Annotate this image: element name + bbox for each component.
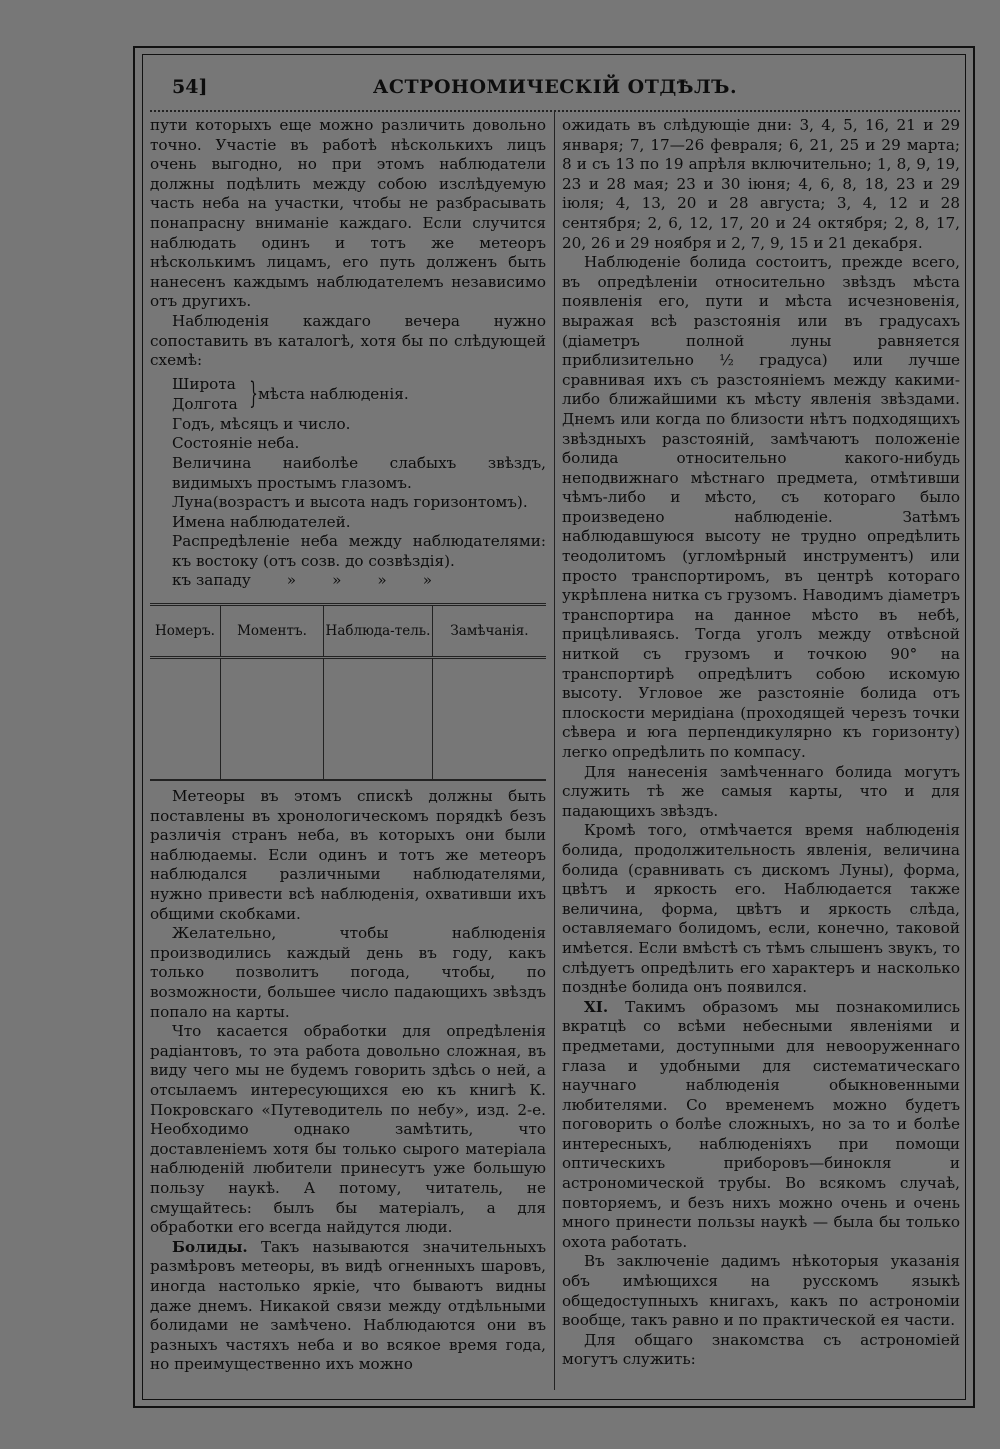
scheme-place: мѣста наблюденія.	[258, 384, 409, 403]
scheme-west	[172, 571, 432, 591]
header-rule	[150, 104, 960, 112]
ditto-mark: »	[286, 571, 297, 590]
scheme-sky: Состояніе неба.	[172, 434, 300, 453]
scheme-distribution: Распредѣленіе неба между наблюдателями: къ востоку (отъ созв. до созвѣздія).	[172, 532, 546, 570]
running-title: АСТРОНОМИЧЕСКІЙ ОТДѢЛЪ.	[372, 76, 738, 98]
table-cell	[324, 658, 433, 781]
table-cell	[221, 658, 324, 781]
paragraph: Для нанесенія замѣченнаго болида могутъ служить тѣ же самыя карты, что и для падающихъ звѣздъ.	[562, 762, 960, 820]
paragraph: Метеоры въ этомъ спискѣ должны быть поставлены въ хронологическомъ порядкѣ безъ различія странъ неба, въ которыхъ они были наблюдаемы. Если одинъ и тотъ же метеоръ наблюдался различными наблюдателями, нужно привести всѣ наблюденія, охвативши ихъ общими скобками.	[150, 787, 546, 923]
paragraph: Кромѣ того, отмѣчается время наблюденія болида, продолжительность явленія, величина болида (сравнивать съ дискомъ Луны), форма, цвѣтъ и яркость его. Наблюдается также величина, форма, цвѣтъ и яркость слѣда, оставляемаго болидомъ, если, конечно, таковой имѣется. Если вмѣстѣ съ тѣмъ слышенъ звукъ, то слѣдуетъ опредѣлить его характеръ и насколько позднѣе болида онъ появился.	[562, 821, 960, 997]
table-cell	[150, 658, 221, 781]
scheme-magnitude: Величина наиболѣе слабыхъ звѣздъ, видимыхъ простымъ глазомъ.	[172, 453, 546, 492]
ditto-mark: »	[377, 571, 387, 590]
left-column	[150, 116, 546, 1375]
paragraph: пути которыхъ еще можно различить довольно точно. Участіе въ работѣ нѣсколькихъ лицъ очень выгодно, но при этомъ наблюдатели должны подѣлить между собою изслѣдуемую часть неба на участки, чтобы не разбрасывать понапрасну вниманіе каждаго. Если случится наблюдать одинъ и тотъ же метеоръ нѣсколькимъ лицамъ, его путь долженъ быть нанесенъ каждымъ наблюдателемъ независимо отъ другихъ.	[150, 116, 546, 311]
ditto-mark: »	[332, 571, 342, 590]
catalog-scheme	[172, 375, 546, 591]
table-header-cell: Номеръ.	[150, 605, 221, 658]
ditto-mark: »	[422, 571, 432, 590]
table-header-cell: Замѣчанія.	[433, 605, 547, 658]
paragraph: Наблюденія каждаго вечера нужно сопоставить въ каталогѣ, хотя бы по слѣдующей схемѣ:	[150, 311, 546, 370]
paragraph-bolides	[150, 1238, 546, 1375]
page-header	[150, 70, 960, 100]
paragraph: Въ заключеніе дадимъ нѣкоторыя указанія объ имѣющихся на русскомъ языкѣ общедоступныхъ книгахъ, какъ по астрономіи вообще, такъ равно и по практической ея части.	[562, 1252, 960, 1330]
paragraph: Что касается обработки для опредѣленія радіантовъ, то эта работа довольно сложная, въ виду чего мы не будемъ говорить здѣсь о ней, а отсылаемъ интересующихся ею къ книгѣ К. Покровскаго «Путеводитель по небу», изд. 2-е. Необходимо однако замѣтить, что доставленіемъ хотя бы только сырого матеріала наблюденій любители принесутъ уже большую пользу наукѣ. А потому, читатель, не смущайтесь: былъ бы матеріалъ, а для обработки его всегда найдутся люди.	[150, 1022, 546, 1237]
scheme-latitude: Широта	[172, 374, 236, 393]
paragraph-text: Такимъ образомъ мы познакомились вкратцѣ со всѣми небесными явленіями и предметами, доступными для невооруженнаго глаза и удобными для систематическаго научнаго наблюденія обыкновенными любителями. Со временемъ можно будетъ поговорить о болѣе сложныхъ, но за то и болѣе интересныхъ, наблюденіяхъ при помощи оптическихъ приборовъ—бинокля и астрономической трубы. Во всякомъ случаѣ, повторяемъ, и безъ нихъ можно очень и очень много принести пользы наукѣ — была бы только охота работать.	[562, 997, 960, 1251]
table-header-row	[150, 605, 546, 658]
scheme-west-label: къ западу	[172, 571, 251, 590]
paragraph: Наблюденіе болида состоитъ, прежде всего, въ опредѣленіи относительно звѣздъ мѣста появленія его, пути и мѣста исчезновенія, выражая всѣ разстоянія или въ градусахъ (діаметръ полной луны равняется приблизительно ½ градуса) или лучше сравнивая ихъ съ разстояніемъ между какими-либо ближайшими къ мѣсту явленія звѣздами. Днемъ или когда по близости нѣтъ подходящихъ звѣздныхъ разстояній, замѣчаютъ положеніе болида относительно какого-нибудь неподвижнаго мѣстнаго предмета, отмѣтивши чѣмъ-либо и мѣсто, съ котораго было произведено наблюденіе. Затѣмъ наблюдавшуюся высоту не трудно опредѣлить теодолитомъ (угломѣрный инструментъ) или просто транспортиромъ, въ центрѣ котораго укрѣплена нитка съ грузомъ. Наводимъ діаметръ транспортира на данное мѣсто въ небѣ, прицѣливаясь. Тогда уголъ между отвѣсной ниткой съ грузомъ и точкою 90° на транспортирѣ опредѣлитъ собою искомую высоту. Угловое же разстояніе болида отъ плоскости меридіана (проходящей черезъ точки сѣвера и юга перпендикулярно къ горизонту) легко опредѣлить по компасу.	[562, 253, 960, 761]
table-cell	[433, 658, 547, 781]
scheme-moon: Луна(возрастъ и высота надъ горизонтомъ).	[172, 493, 528, 512]
page-number: 54]	[172, 76, 208, 98]
paragraph: ожидать въ слѣдующіе дни: 3, 4, 5, 16, 21 и 29 января; 7, 17—26 февраля; 6, 21, 25 и 29 марта; 8 и съ 13 по 19 апрѣля включительно; 1, 8, 9, 19, 23 и 28 мая; 23 и 30 іюня; 4, 6, 8, 18, 23 и 29 іюля; 4, 13, 20 и 28 августа; 3, 4, 12 и 28 сентября; 2, 6, 12, 17, 20 и 24 октября; 2, 8, 17, 20, 26 и 29 ноября и 2, 7, 9, 15 и 21 декабря.	[562, 116, 960, 252]
meteor-catalog-table	[150, 603, 546, 781]
scheme-longitude: Долгота	[172, 394, 238, 413]
paragraph-text: Такъ называются значительныхъ размѣровъ метеоры, въ видѣ огненныхъ шаровъ, иногда настолько яркіе, что бываютъ видны даже днемъ. Никакой связи между отдѣльными болидами не замѣчено. Наблюдаются они въ разныхъ частяхъ неба и во всякое время года, но преимущественно ихъ можно	[150, 1237, 546, 1374]
brace-glyph: }	[249, 375, 258, 411]
table-header-cell: Моментъ.	[221, 605, 324, 658]
table-row	[150, 658, 546, 781]
right-column	[562, 116, 960, 1370]
section-number: XI.	[584, 997, 609, 1016]
paragraph: Желательно, чтобы наблюденія производились каждый день въ году, какъ только позволитъ погода, чтобы, по возможности, большее число падающихъ звѣздъ попало на карты.	[150, 924, 546, 1021]
scheme-names: Имена наблюдателей.	[172, 512, 351, 531]
paragraph-section-xi	[562, 998, 960, 1253]
section-heading: Болиды.	[172, 1237, 248, 1256]
table-header-cell: Наблюда-тель.	[324, 605, 433, 658]
column-divider	[554, 112, 555, 1390]
paragraph: Для общаго знакомства съ астрономіей могутъ служить:	[562, 1330, 960, 1369]
scheme-coordinates	[172, 375, 546, 415]
scheme-date: Годъ, мѣсяцъ и число.	[172, 414, 351, 433]
